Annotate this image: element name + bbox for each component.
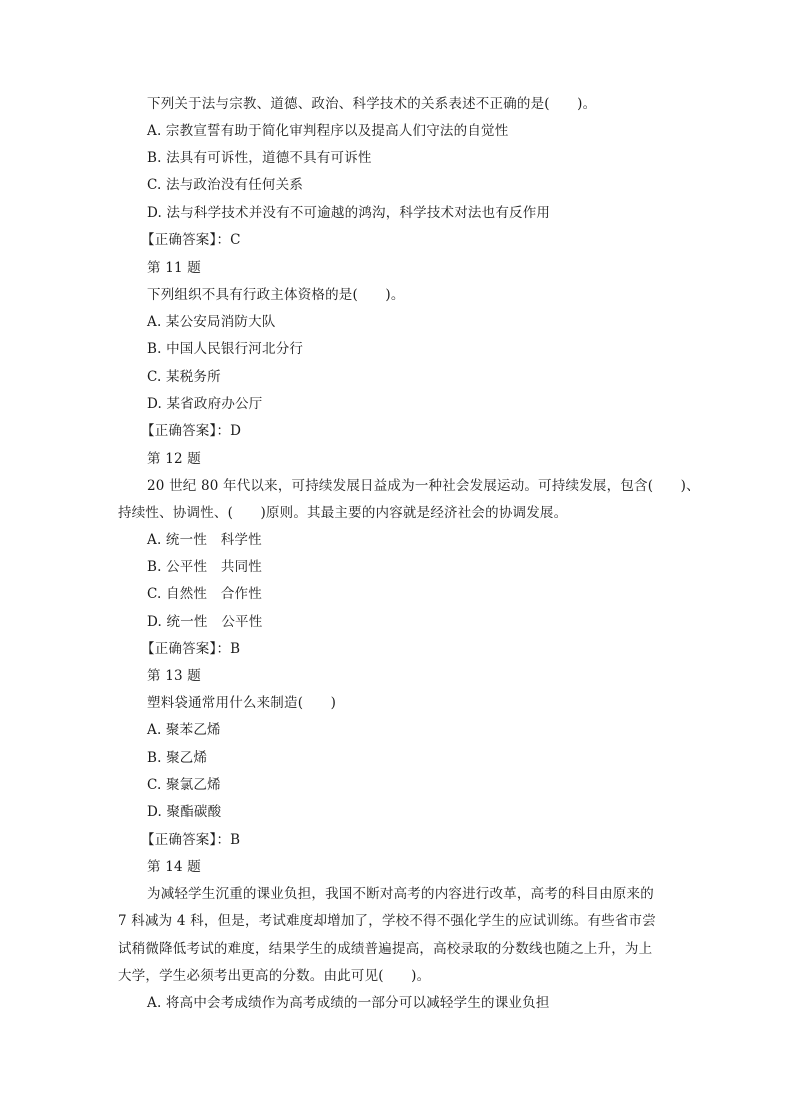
- option-d: D. 聚酯碳酸: [147, 804, 222, 820]
- question-stem: 为减轻学生沉重的课业负担，我国不断对高考的内容进行改革，高考的科目由原来的: [147, 886, 654, 902]
- question-stem-continued: 7 科减为 4 科，但是，考试难度却增加了，学校不得不强化学生的应试训练。有些省市尝: [118, 913, 656, 929]
- option-a: A. 某公安局消防大队: [147, 314, 276, 330]
- option-c: C. 法与政治没有任何关系: [147, 177, 304, 193]
- option-d: D. 统一性 公平性: [147, 614, 263, 630]
- option-a: A. 宗教宣誓有助于简化审判程序以及提高人们守法的自觉性: [147, 123, 509, 139]
- question-number: 第 14 题: [147, 859, 201, 875]
- correct-answer: 【正确答案】：B: [141, 832, 241, 848]
- option-a: A. 统一性 科学性: [147, 532, 262, 548]
- question-number: 第 13 题: [147, 668, 201, 684]
- question-stem-continued: 试稍微降低考试的难度，结果学生的成绩普遍提高，高校录取的分数线也随之上升，为上: [118, 941, 653, 957]
- option-a: A. 聚苯乙烯: [147, 722, 221, 738]
- option-d: D. 法与科学技术并没有不可逾越的鸿沟，科学技术对法也有反作用: [147, 205, 551, 221]
- question-stem-continued: 大学，学生必须考出更高的分数。由此可见( )。: [118, 968, 431, 984]
- option-b: B. 聚乙烯: [147, 750, 208, 766]
- question-number: 第 12 题: [147, 451, 201, 467]
- option-b: B. 公平性 共同性: [147, 559, 263, 575]
- correct-answer: 【正确答案】：D: [141, 423, 242, 439]
- option-c: C. 聚氯乙烯: [147, 777, 221, 793]
- option-b: B. 法具有可诉性，道德不具有可诉性: [147, 150, 372, 166]
- question-stem-continued: 持续性、协调性、( )原则。其最主要的内容就是经济社会的协调发展。: [118, 505, 568, 521]
- question-stem: 20 世纪 80 年代以来，可持续发展日益成为一种社会发展运动。可持续发展，包含( )、: [147, 478, 700, 494]
- option-c: C. 自然性 合作性: [147, 586, 262, 602]
- option-d: D. 某省政府办公厅: [147, 396, 263, 412]
- option-b: B. 中国人民银行河北分行: [147, 341, 304, 357]
- option-a: A. 将高中会考成绩作为高考成绩的一部分可以减轻学生的课业负担: [147, 995, 550, 1011]
- correct-answer: 【正确答案】：B: [141, 641, 241, 657]
- option-c: C. 某税务所: [147, 369, 221, 385]
- question-stem: 下列组织不具有行政主体资格的是( )。: [147, 287, 405, 303]
- correct-answer: 【正确答案】：C: [141, 232, 241, 248]
- question-stem: 塑料袋通常用什么来制造( ): [147, 695, 337, 711]
- question-stem: 下列关于法与宗教、道德、政治、科学技术的关系表述不正确的是( )。: [147, 96, 597, 112]
- question-number: 第 11 题: [147, 260, 201, 276]
